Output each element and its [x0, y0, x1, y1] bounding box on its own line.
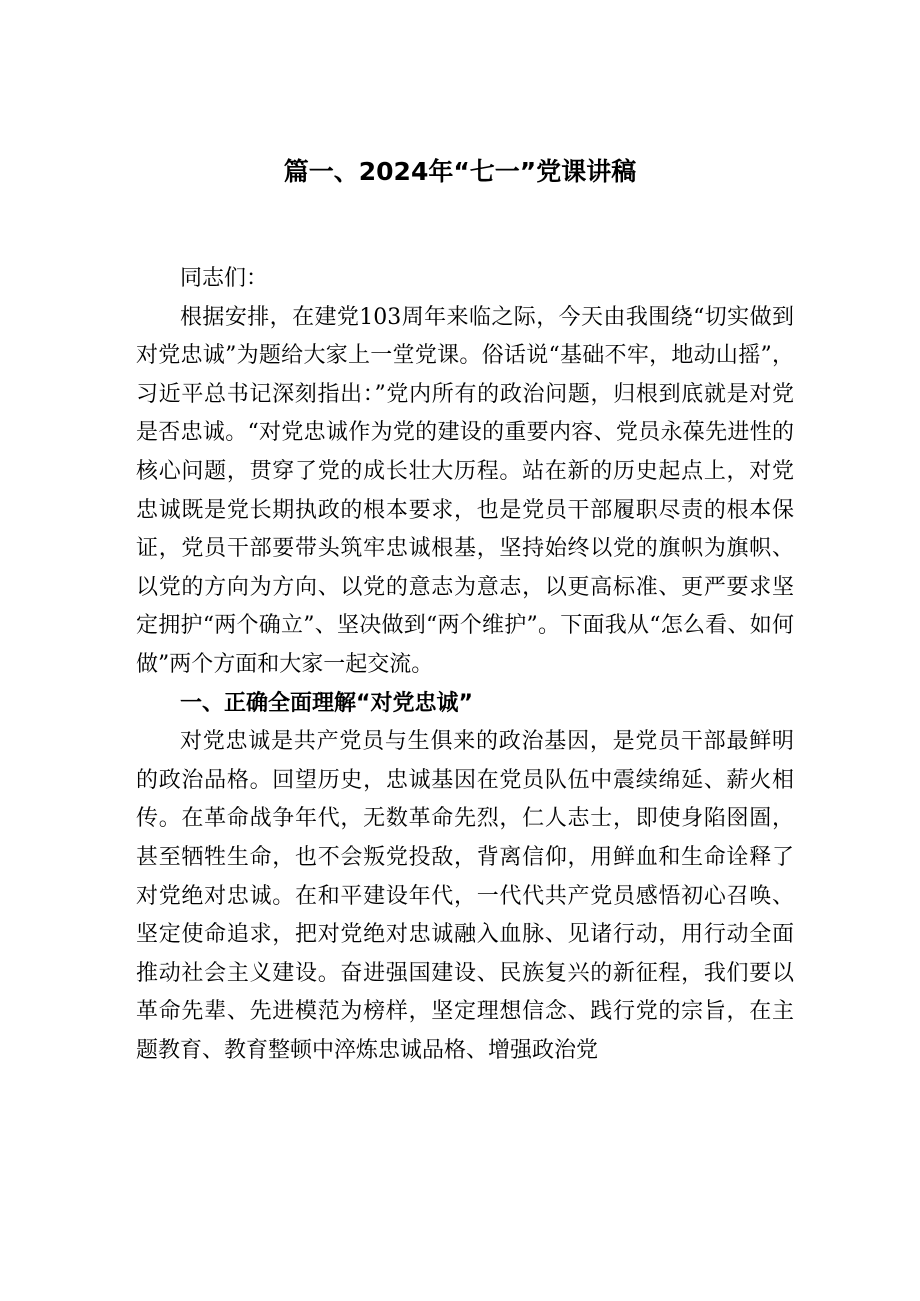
document-title: 篇一、2024年“七一”党课讲稿	[283, 157, 637, 186]
section-paragraph: 对党忠诚是共产党员与生俱来的政治基因，是党员干部最鲜明的政治品格。回望历史，忠诚基因在党员队伍中震续绵延、薪火相传。在革命战争年代，无数革命先烈，仁人志士，即使身陷囹圄，甚至牺牲生命，也不会叛党投敌，背离信仰，用鲜血和生命诠释了对党绝对忠诚。在和平建设年代，一代代共产党员感悟初心召唤、坚定使命追求，把对党绝对忠诚融入血脉、见诸行动，用行动全面推动社会主义建设。奋进强国建设、民族复兴的新征程，我们要以革命先辈、先进模范为榜样，坚定理想信念、践行党的宗旨，在主题教育、教育整顿中淬炼忠诚品格、增强政治党	[136, 729, 794, 1063]
document-body	[136, 260, 794, 1070]
salutation: 同志们：	[180, 266, 269, 291]
intro-paragraph: 根据安排，在建党103周年来临之际，今天由我围绕“切实做到对党忠诚”为题给大家上一堂党课。俗话说“基础不牢，地动山摇”，习近平总书记深刻指出：”党内所有的政治问题，归根到底就是对党是否忠诚。“对党忠诚作为党的建设的重要内容、党员永葆先进性的核心问题，贯穿了党的成长壮大历程。站在新的历史起点上，对党忠诚既是党长期执政的根本要求，也是党员干部履职尽责的根本保证，党员干部要带头筑牢忠诚根基，坚持始终以党的旗帜为旗帜、以党的方向为方向、以党的意志为意志，以更高标准、更严要求坚定拥护“两个确立”、坚决做到“两个维护”。下面我从“怎么看、如何做”两个方面和大家一起交流。	[136, 304, 794, 677]
section-heading: 一、正确全面理解“对党忠诚”	[180, 690, 473, 716]
